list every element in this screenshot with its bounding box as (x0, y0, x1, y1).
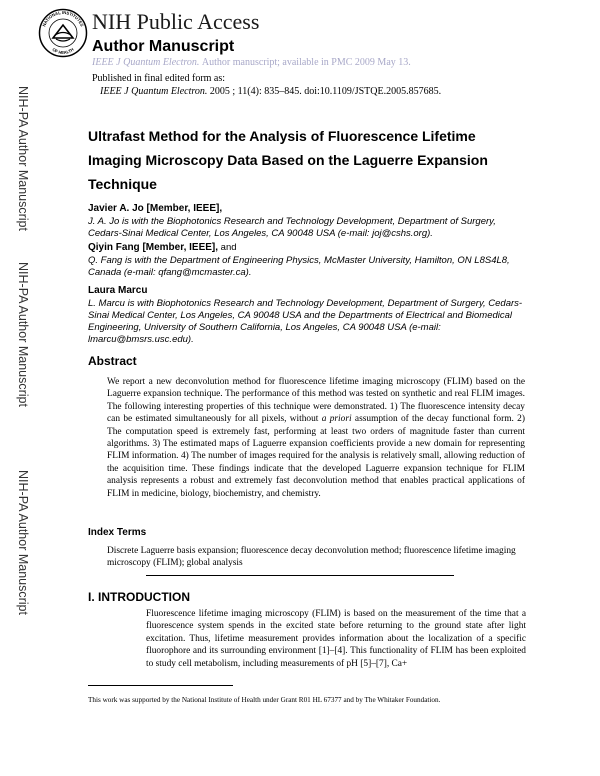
published-label: Published in final edited form as: (92, 73, 226, 84)
side-label-middle: NIH-PA Author Manuscript (16, 262, 30, 407)
svg-text:OF HEALTH: OF HEALTH (51, 46, 75, 56)
paper-title: Ultrafast Method for the Analysis of Fluorescence Lifetime Imaging Microscopy Data Based on the Laguerre Expansion Technique (88, 128, 488, 192)
author-name: Qiyin Fang [Member, IEEE], (88, 242, 219, 253)
citation (100, 86, 441, 97)
author-block (88, 203, 528, 240)
introduction-body: Fluorescence lifetime imaging microscopy (FLIM) is based on the measurement of the time that a fluorescence system spends in the excited state before returning to the ground state after light excitation. Thus, lifetime measurement provides information about the localization of a specific fluorophore and its surrounding environment [1]–[4]. This functionality of FLIM has been exploited to study cell metabolism, including measurements of pH [5]–[7], Ca+ (146, 609, 526, 669)
author-block (88, 242, 528, 279)
availability-notice (92, 57, 411, 68)
abstract-part-1: We report a new deconvolution method for fluorescence lifetime imaging microscopy (FLIM) based on the Laguerre expansion technique. The performance of this method was tested on synthetic and real FLIM images. The following interesting properties of this technique were demonstrated. 1) The fluorescence intensity decay can be estimated simultaneously for all pixels, without (107, 377, 525, 425)
author-manuscript-label: Author Manuscript (92, 38, 235, 55)
author-name-suffix: and (218, 242, 237, 253)
availability-journal: IEEE J Quantum Electron. (92, 57, 200, 68)
author-block (88, 285, 528, 346)
abstract-heading: Abstract (88, 354, 137, 368)
introduction-heading: I. INTRODUCTION (88, 590, 190, 604)
author-name: Laura Marcu (88, 285, 148, 296)
abstract-body (107, 376, 525, 500)
side-label-bottom: NIH-PA Author Manuscript (16, 470, 30, 615)
abstract-part-2: assumption of the decay functional form. 2) The computation speed is extremely fast, performing at least two orders of magnitude faster than current algorithms. 3) The estimated maps of Laguerre expansion coefficients provide a new domain for representing FLIM information. 4) The number of images required for the analysis is relatively small, allowing reduction of the acquisition time. These findings indicate that the developed Laguerre expansion technique for FLIM analysis represents a robust and extremely fast deconvolution method that enables practical applications of FLIM in medicine, biology, biochemistry, and chemistry. (107, 414, 525, 499)
index-terms-body: Discrete Laguerre basis expansion; fluorescence decay deconvolution method; fluorescence lifetime imaging microscopy (FLIM); global analysis (107, 546, 516, 569)
author-affiliation: L. Marcu is with Biophotonics Research and Technology Development, Department of Surgery, Cedars-Sinai Medical Center, Los Angeles, CA 90048 USA and the Departments of Electrical and Biomedical Engineering, University of Southern California, Los Angeles, CA 90048 USA (e-mail: lmarcu@bmsrs.usc.edu). (88, 298, 523, 345)
section-divider (146, 575, 454, 576)
citation-journal: IEEE J Quantum Electron. (100, 86, 208, 97)
author-affiliation: Q. Fang is with the Department of Engineering Physics, McMaster University, Hamilton, ON L8S4L8, Canada (e-mail: qfang@mcmaster.ca). (88, 255, 510, 278)
footnote-divider (88, 685, 233, 686)
side-label-top: NIH-PA Author Manuscript (16, 86, 30, 231)
citation-details: 2005 ; 11(4): 835–845. doi:10.1109/JSTQE.2005.857685. (209, 86, 442, 97)
abstract-italic: a priori (321, 414, 352, 425)
author-affiliation: J. A. Jo is with the Biophotonics Research and Technology Development, Department of Surgery, Cedars-Sinai Medical Center, Los Angeles, CA 90048 USA (e-mail: joj@cshs.org). (88, 216, 496, 239)
availability-text: Author manuscript; available in PMC 2009 May 13. (201, 57, 411, 68)
nih-public-access-title: NIH Public Access (92, 9, 260, 34)
svg-text:NATIONAL INSTITUTES: NATIONAL INSTITUTES (41, 9, 85, 28)
funding-footnote: This work was supported by the National Institute of Health under Grant R01 HL 67377 and by The Whitaker Foundation. (88, 696, 441, 704)
author-name: Javier A. Jo [Member, IEEE], (88, 203, 223, 214)
index-terms-heading: Index Terms (88, 527, 147, 538)
nih-seal-logo (38, 8, 88, 58)
